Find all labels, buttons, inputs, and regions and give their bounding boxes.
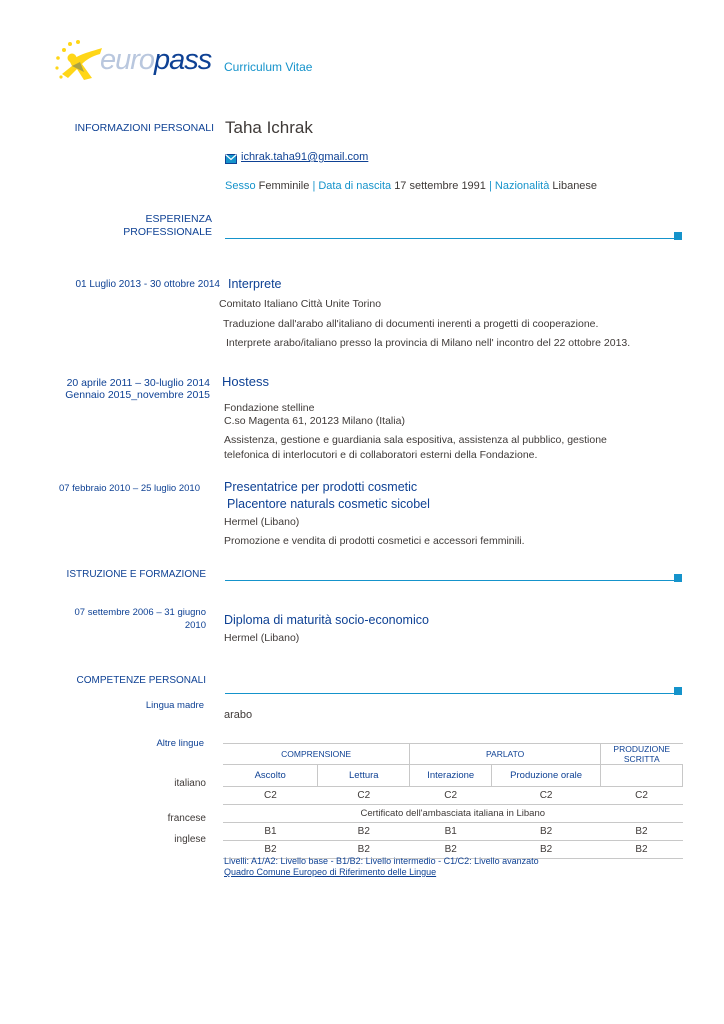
header-speaking: PARLATO	[410, 744, 601, 765]
level-cell: B2	[357, 844, 370, 855]
nationality-value: Libanese	[552, 180, 598, 192]
section-rule-marker	[674, 574, 682, 582]
level-cell: B2	[635, 826, 648, 837]
mother-tongue-label: Lingua madre	[145, 700, 204, 711]
subheader-production: Produzione orale	[492, 765, 601, 787]
job-dates: 07 febbraio 2010 – 25 luglio 2010	[58, 483, 200, 494]
job-employer: Comitato Italiano Città Unite Torino	[219, 298, 382, 310]
subheader-listening: Ascolto	[223, 765, 318, 787]
level-cell: B1	[444, 826, 457, 837]
person-name: Taha Ichrak	[225, 118, 313, 137]
email-link[interactable]: ichrak.taha91@gmail.com	[241, 151, 369, 163]
section-rule	[225, 693, 674, 694]
logo-text-euro: euro	[100, 44, 155, 76]
education-title: Diploma di maturità socio-economico	[224, 613, 429, 627]
level-cell: C2	[635, 790, 648, 801]
section-label-skills: COMPETENZE PERSONALI	[76, 675, 206, 686]
level-cell: B2	[264, 844, 277, 855]
job-title: Placentore naturals cosmetic sicobel	[227, 497, 430, 511]
education-dates: 07 settembre 2006 – 31 giugno 2010	[74, 607, 206, 631]
level-cell: C2	[264, 790, 277, 801]
job-description: Traduzione dall'arabo all'italiano di documenti inerenti a progetti di cooperazione.	[223, 318, 599, 330]
document-title: Curriculum Vitae	[224, 60, 313, 74]
education-place: Hermel (Libano)	[224, 632, 300, 644]
section-label-personal: INFORMAZIONI PERSONALI	[74, 122, 214, 134]
job-description: Assistenza, gestione e guardiania sala espositiva, assistenza al pubblico, gestione	[224, 434, 607, 446]
subheader-interaction: Interazione	[410, 765, 492, 787]
personal-details-line	[225, 180, 597, 192]
language-table	[223, 743, 683, 859]
level-cell: C2	[444, 790, 458, 801]
separator: |	[488, 180, 492, 192]
job-title: Hostess	[222, 374, 269, 389]
section-rule	[225, 580, 674, 581]
language-name: francese	[167, 813, 206, 824]
job-description: Promozione e vendita di prodotti cosmetici e accessori femminili.	[224, 535, 525, 547]
section-rule-marker	[674, 232, 682, 240]
separator: |	[312, 180, 316, 192]
mother-tongue-value: arabo	[224, 709, 253, 721]
level-cell: C2	[357, 790, 371, 801]
language-name: inglese	[174, 834, 206, 845]
subheader-reading: Lettura	[318, 765, 410, 787]
level-cell: B2	[539, 826, 553, 837]
level-cell: B2	[635, 844, 648, 855]
section-rule	[225, 238, 674, 239]
job-description: Interprete arabo/italiano presso la provincia di Milano nell' incontro del 22 ottobre 2013.	[226, 337, 631, 349]
job-dates: 20 aprile 2011 – 30-luglio 2014 Gennaio 2015_novembre 2015	[65, 377, 210, 401]
email-icon	[225, 151, 237, 169]
level-cell: B2	[357, 826, 370, 837]
level-cell: B2	[444, 844, 457, 855]
section-label-experience: ESPERIENZA PROFESSIONALE	[123, 213, 212, 238]
certificate-note: Certificato dell'ambasciata italiana in Libano	[360, 808, 546, 819]
language-name: italiano	[174, 778, 206, 789]
section-label-education: ISTRUZIONE E FORMAZIONE	[66, 569, 206, 580]
framework-link[interactable]: Quadro Comune Europeo di Riferimento delle Lingue	[224, 867, 437, 877]
logo-text-pass: pass	[154, 44, 212, 76]
levels-note: Livelli: A1/A2: Livello base - B1/B2: Livello intermedio - C1/C2: Livello avanzato	[224, 856, 539, 866]
job-dates: 01 Luglio 2013 - 30 ottobre 2014	[75, 279, 220, 290]
nationality-label: Nazionalità	[494, 180, 550, 192]
sex-label: Sesso	[225, 180, 256, 192]
sex-value: Femminile	[258, 180, 310, 192]
level-cell: B1	[264, 826, 277, 837]
header-writing: PRODUZIONE SCRITTA	[601, 744, 683, 765]
level-cell: C2	[539, 790, 553, 801]
dob-value: 17 settembre 1991	[394, 180, 486, 192]
job-title: Presentatrice per prodotti cosmetic	[224, 480, 418, 494]
job-address: C.so Magenta 61, 20123 Milano (Italia)	[224, 415, 405, 427]
job-employer: Hermel (Libano)	[224, 516, 300, 528]
level-cell: B2	[539, 844, 553, 855]
dob-label: Data di nascita	[318, 180, 392, 192]
job-employer: Fondazione stelline	[224, 402, 315, 414]
header-comprehension: COMPRENSIONE	[223, 744, 410, 765]
section-rule-marker	[674, 687, 682, 695]
europass-logo	[50, 38, 210, 88]
job-description: telefonica di interlocutori e di collaboratori esterni della Fondazione.	[224, 449, 538, 461]
job-title: Interprete	[228, 277, 282, 291]
other-languages-label: Altre lingue	[156, 738, 204, 749]
